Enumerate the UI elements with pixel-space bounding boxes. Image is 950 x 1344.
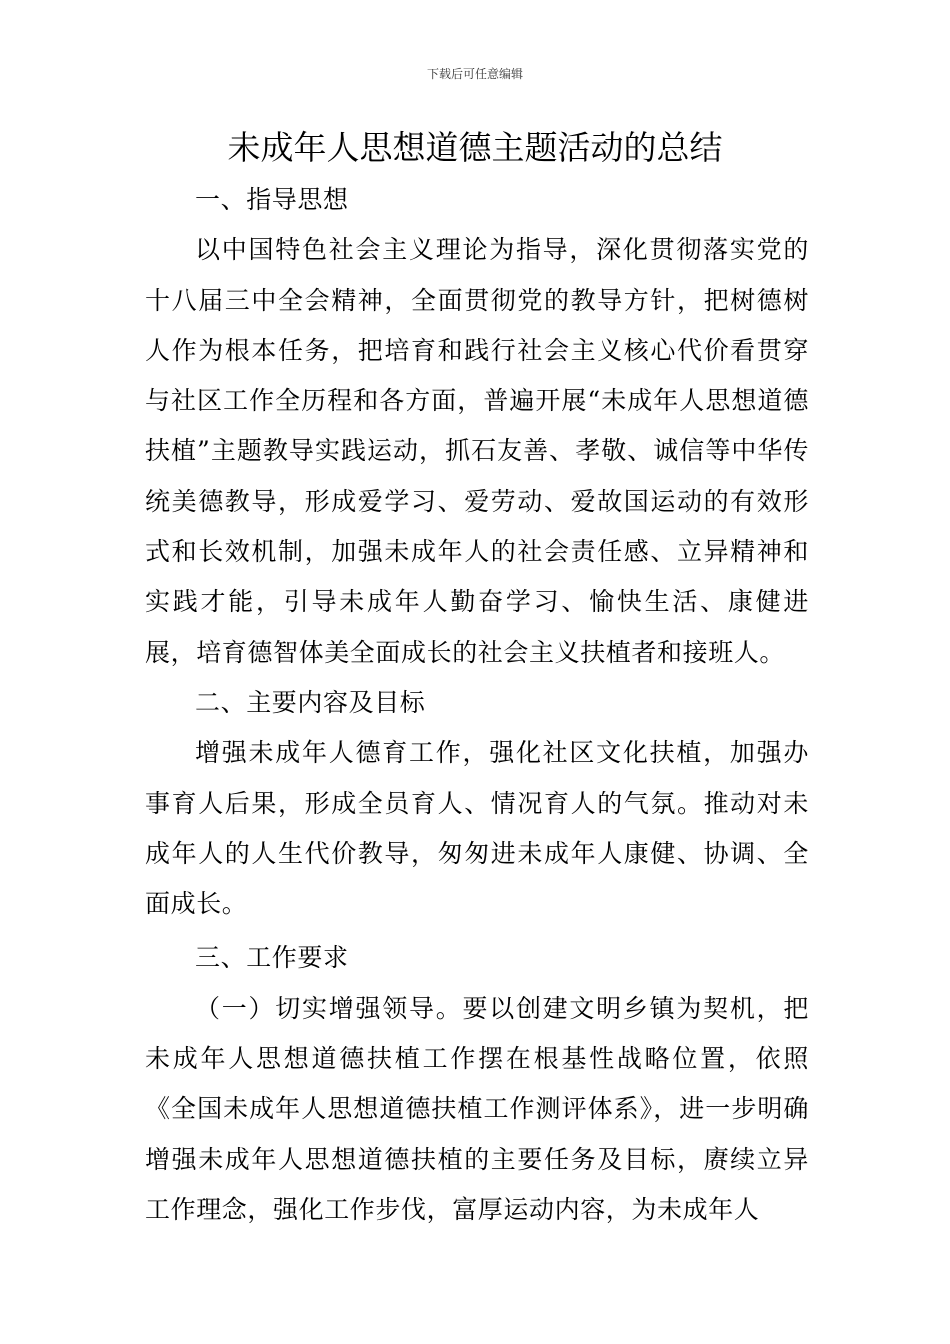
document-body	[145, 175, 809, 1235]
header-note: 下载后可任意编辑	[426, 67, 523, 81]
section-paragraph-content-goals: 增强未成年人德育工作，强化社区文化扶植，加强办事育人后果，形成全员育人、情况育人的气氛。推动对未成年人的人生代价教导，匆匆进未成年人康健、协调、全面成长。	[145, 738, 809, 919]
document-title: 未成年人思想道德主题活动的总结	[227, 128, 723, 167]
section-paragraph-work-requirements: （一）切实增强领导。要以创建文明乡镇为契机，把未成年人思想道德扶植工作摆在根基性战略位置，依照《全国未成年人思想道德扶植工作测评体系》，进一步明确增强未成年人思想道德扶植的主要任务及目标，赓续立异工作理念，强化工作步伐，富厚运动内容，为未成年人	[145, 993, 809, 1224]
section-heading-work-requirements: 三、工作要求	[195, 943, 349, 973]
section-heading-content-goals: 二、主要内容及目标	[195, 687, 426, 717]
section-paragraph-guiding-thought: 以中国特色社会主义理论为指导，深化贯彻落实党的十八届三中全会精神，全面贯彻党的教导方针，把树德树人作为根本任务，把培育和践行社会主义核心代价看贯穿与社区工作全历程和各方面，普遍开展“未成年人思想道德扶植”主题教导实践运动，抓石友善、孝敬、诚信等中华传统美德教导，形成爱学习、爱劳动、爱故国运动的有效形式和长效机制，加强未成年人的社会责任感、立异精神和实践才能，引导未成年人勤奋学习、愉快生活、康健进展，培育德智体美全面成长的社会主义扶植者和接班人。	[145, 235, 809, 667]
section-heading-guiding-thought: 一、指导思想	[195, 185, 349, 214]
